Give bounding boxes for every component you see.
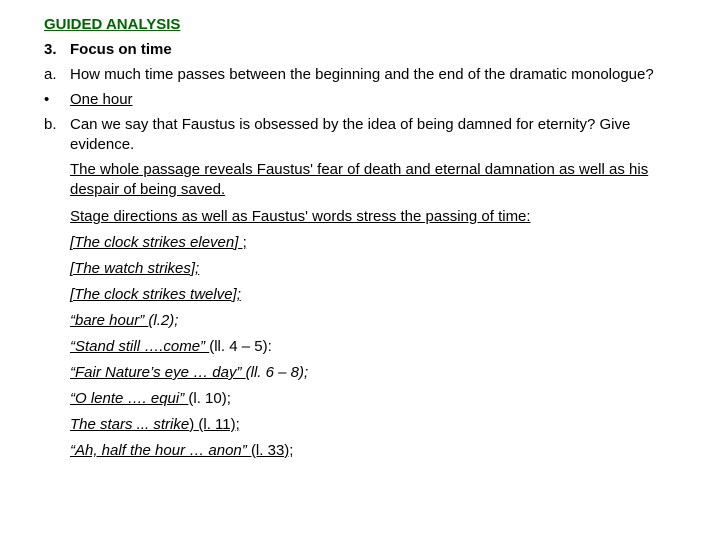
evidence-ref: ; bbox=[238, 234, 247, 251]
section-title: Focus on time bbox=[70, 41, 172, 58]
evidence-item bbox=[70, 415, 240, 435]
evidence-quote: [The clock strikes eleven] bbox=[70, 234, 239, 251]
evidence-item bbox=[70, 363, 308, 383]
evidence-item bbox=[70, 389, 231, 409]
answer-a-text: One hour bbox=[70, 91, 133, 108]
evidence-quote: “bare hour” bbox=[70, 312, 149, 329]
answer-b-line1: The whole passage reveals Faustus' fear of death and eternal damnation as well as his bbox=[70, 161, 649, 178]
question-a-text: How much time passes between the beginning and the end of the dramatic monologue? bbox=[70, 66, 654, 83]
evidence-item bbox=[70, 337, 272, 357]
evidence-ref: ) (l. 11); bbox=[189, 416, 240, 433]
evidence-item bbox=[70, 233, 247, 253]
heading: GUIDED ANALYSIS bbox=[44, 16, 181, 33]
question-b-line1: Can we say that Faustus is obsessed by the idea of being damned for eternity? Give bbox=[70, 116, 631, 133]
question-a-marker: a. bbox=[44, 66, 57, 83]
evidence-quote: [The clock strikes twelve]; bbox=[70, 286, 241, 303]
evidence-ref: (ll. 6 – 8); bbox=[245, 364, 309, 381]
question-b bbox=[44, 115, 630, 135]
bullet-icon: • bbox=[44, 91, 50, 108]
question-b-line2: evidence. bbox=[70, 136, 135, 153]
evidence-quote: “Stand still ….come” bbox=[70, 338, 210, 355]
evidence-quote: “Ah, half the hour … anon” bbox=[70, 442, 251, 459]
evidence-quote: [The watch strikes]; bbox=[70, 260, 200, 277]
evidence-ref: (l. 33); bbox=[250, 442, 294, 459]
answer-b-intro: Stage directions as well as Faustus' words stress the passing of time: bbox=[70, 208, 531, 225]
evidence-ref: (l.2); bbox=[148, 312, 179, 329]
evidence-quote: The stars ... strike bbox=[70, 416, 190, 433]
evidence-item bbox=[70, 259, 199, 279]
evidence-item bbox=[70, 311, 178, 331]
section-3 bbox=[44, 40, 172, 60]
answer-a bbox=[44, 90, 133, 110]
evidence-ref: (ll. 4 – 5): bbox=[209, 338, 272, 355]
evidence-quote: “Fair Nature’s eye … day” bbox=[70, 364, 246, 381]
question-a bbox=[44, 65, 654, 85]
evidence-ref: (l. 10); bbox=[188, 390, 231, 407]
evidence-item bbox=[70, 285, 241, 305]
evidence-item bbox=[70, 441, 293, 461]
question-b-marker: b. bbox=[44, 116, 57, 133]
answer-b-line2: despair of being saved. bbox=[70, 181, 226, 198]
section-marker: 3. bbox=[44, 41, 57, 58]
evidence-quote: “O lente …. equi” bbox=[70, 390, 189, 407]
